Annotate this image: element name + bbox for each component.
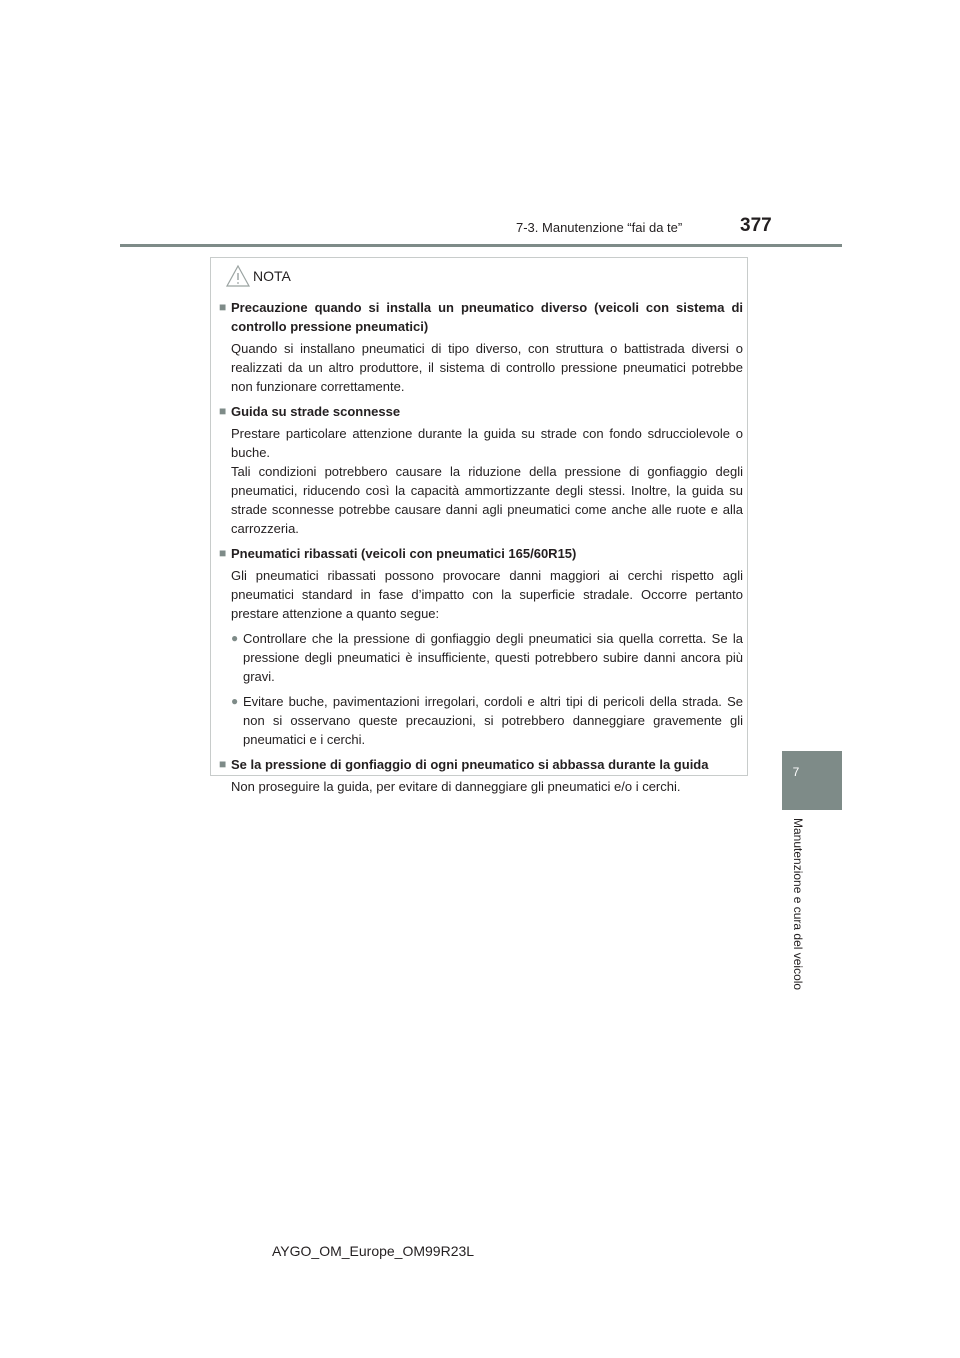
chapter-tab	[782, 751, 842, 810]
notice-item	[219, 402, 743, 538]
notice-item	[219, 298, 743, 396]
circle-bullet-icon: ●	[231, 694, 239, 708]
item-text: Non proseguire la guida, per evitare di danneggiare gli pneumatici e/o i cerchi.	[231, 779, 681, 794]
notice-item	[219, 544, 743, 749]
square-bullet-icon: ■	[219, 300, 227, 314]
notice-body	[219, 298, 743, 802]
item-heading: Guida su strade sconnesse	[231, 404, 401, 419]
page-number: 377	[740, 215, 772, 236]
warning-triangle-icon	[225, 264, 251, 288]
square-bullet-icon: ■	[219, 546, 227, 560]
header-divider	[120, 244, 842, 247]
notice-item	[219, 755, 743, 796]
item-text: Tali condizioni potrebbero causare la riduzione della pressione di gonfiaggio degli pneumatici, riducendo così la capacità ammortizzante degli stessi. Inoltre, la guida su strade sconnesse potrebbe causare danni agli pneumatici come anche alle ruote e alla carrozzeria.	[231, 464, 743, 536]
list-item: ● Evitare buche, pavimentazioni irregolari, cordoli e altri tipi di pericoli della strada. Se non si osservano queste precauzioni, si potrebbero danneggiare gravemente gli pneumatici e i cerchi.	[231, 694, 743, 747]
chapter-label: Manutenzione e cura del veicolo	[791, 818, 805, 991]
item-text: Quando si installano pneumatici di tipo diverso, con struttura o battistrada diversi o realizzati da un altro produttore, il sistema di controllo pressione pneumatici potrebbe non funzionare correttamente.	[231, 341, 743, 394]
item-heading: Se la pressione di gonfiaggio di ogni pneumatico si abbassa durante la guida	[231, 757, 709, 772]
square-bullet-icon: ■	[219, 757, 227, 771]
item-text: Prestare particolare attenzione durante la guida su strade con fondo sdrucciolevole o buche.	[231, 426, 743, 460]
item-heading: Pneumatici ribassati (veicoli con pneumatici 165/60R15)	[231, 546, 577, 561]
item-heading: Precauzione quando si installa un pneumatico diverso (veicoli con sistema di controllo pressione pneumatici)	[231, 300, 743, 334]
notice-box	[210, 257, 748, 794]
square-bullet-icon: ■	[219, 404, 227, 418]
notice-header	[225, 264, 291, 288]
circle-bullet-icon: ●	[231, 631, 239, 645]
section-title: 7-3. Manutenzione “fai da te”	[516, 220, 683, 235]
notice-title: NOTA	[253, 268, 291, 284]
item-text: Gli pneumatici ribassati possono provocare danni maggiori ai cerchi rispetto agli pneumatici standard in fase d’impatto con la superficie stradale. Occorre pertanto prestare attenzione a quanto segue:	[231, 568, 743, 621]
list-item: ● Controllare che la pressione di gonfiaggio degli pneumatici sia quella corretta. Se la pressione degli pneumatici è insufficiente, questi potrebbero subire danni ancora più gravi.	[231, 631, 743, 684]
document-code: AYGO_OM_Europe_OM99R23L	[272, 1243, 475, 1259]
chapter-number: 7	[792, 765, 800, 779]
